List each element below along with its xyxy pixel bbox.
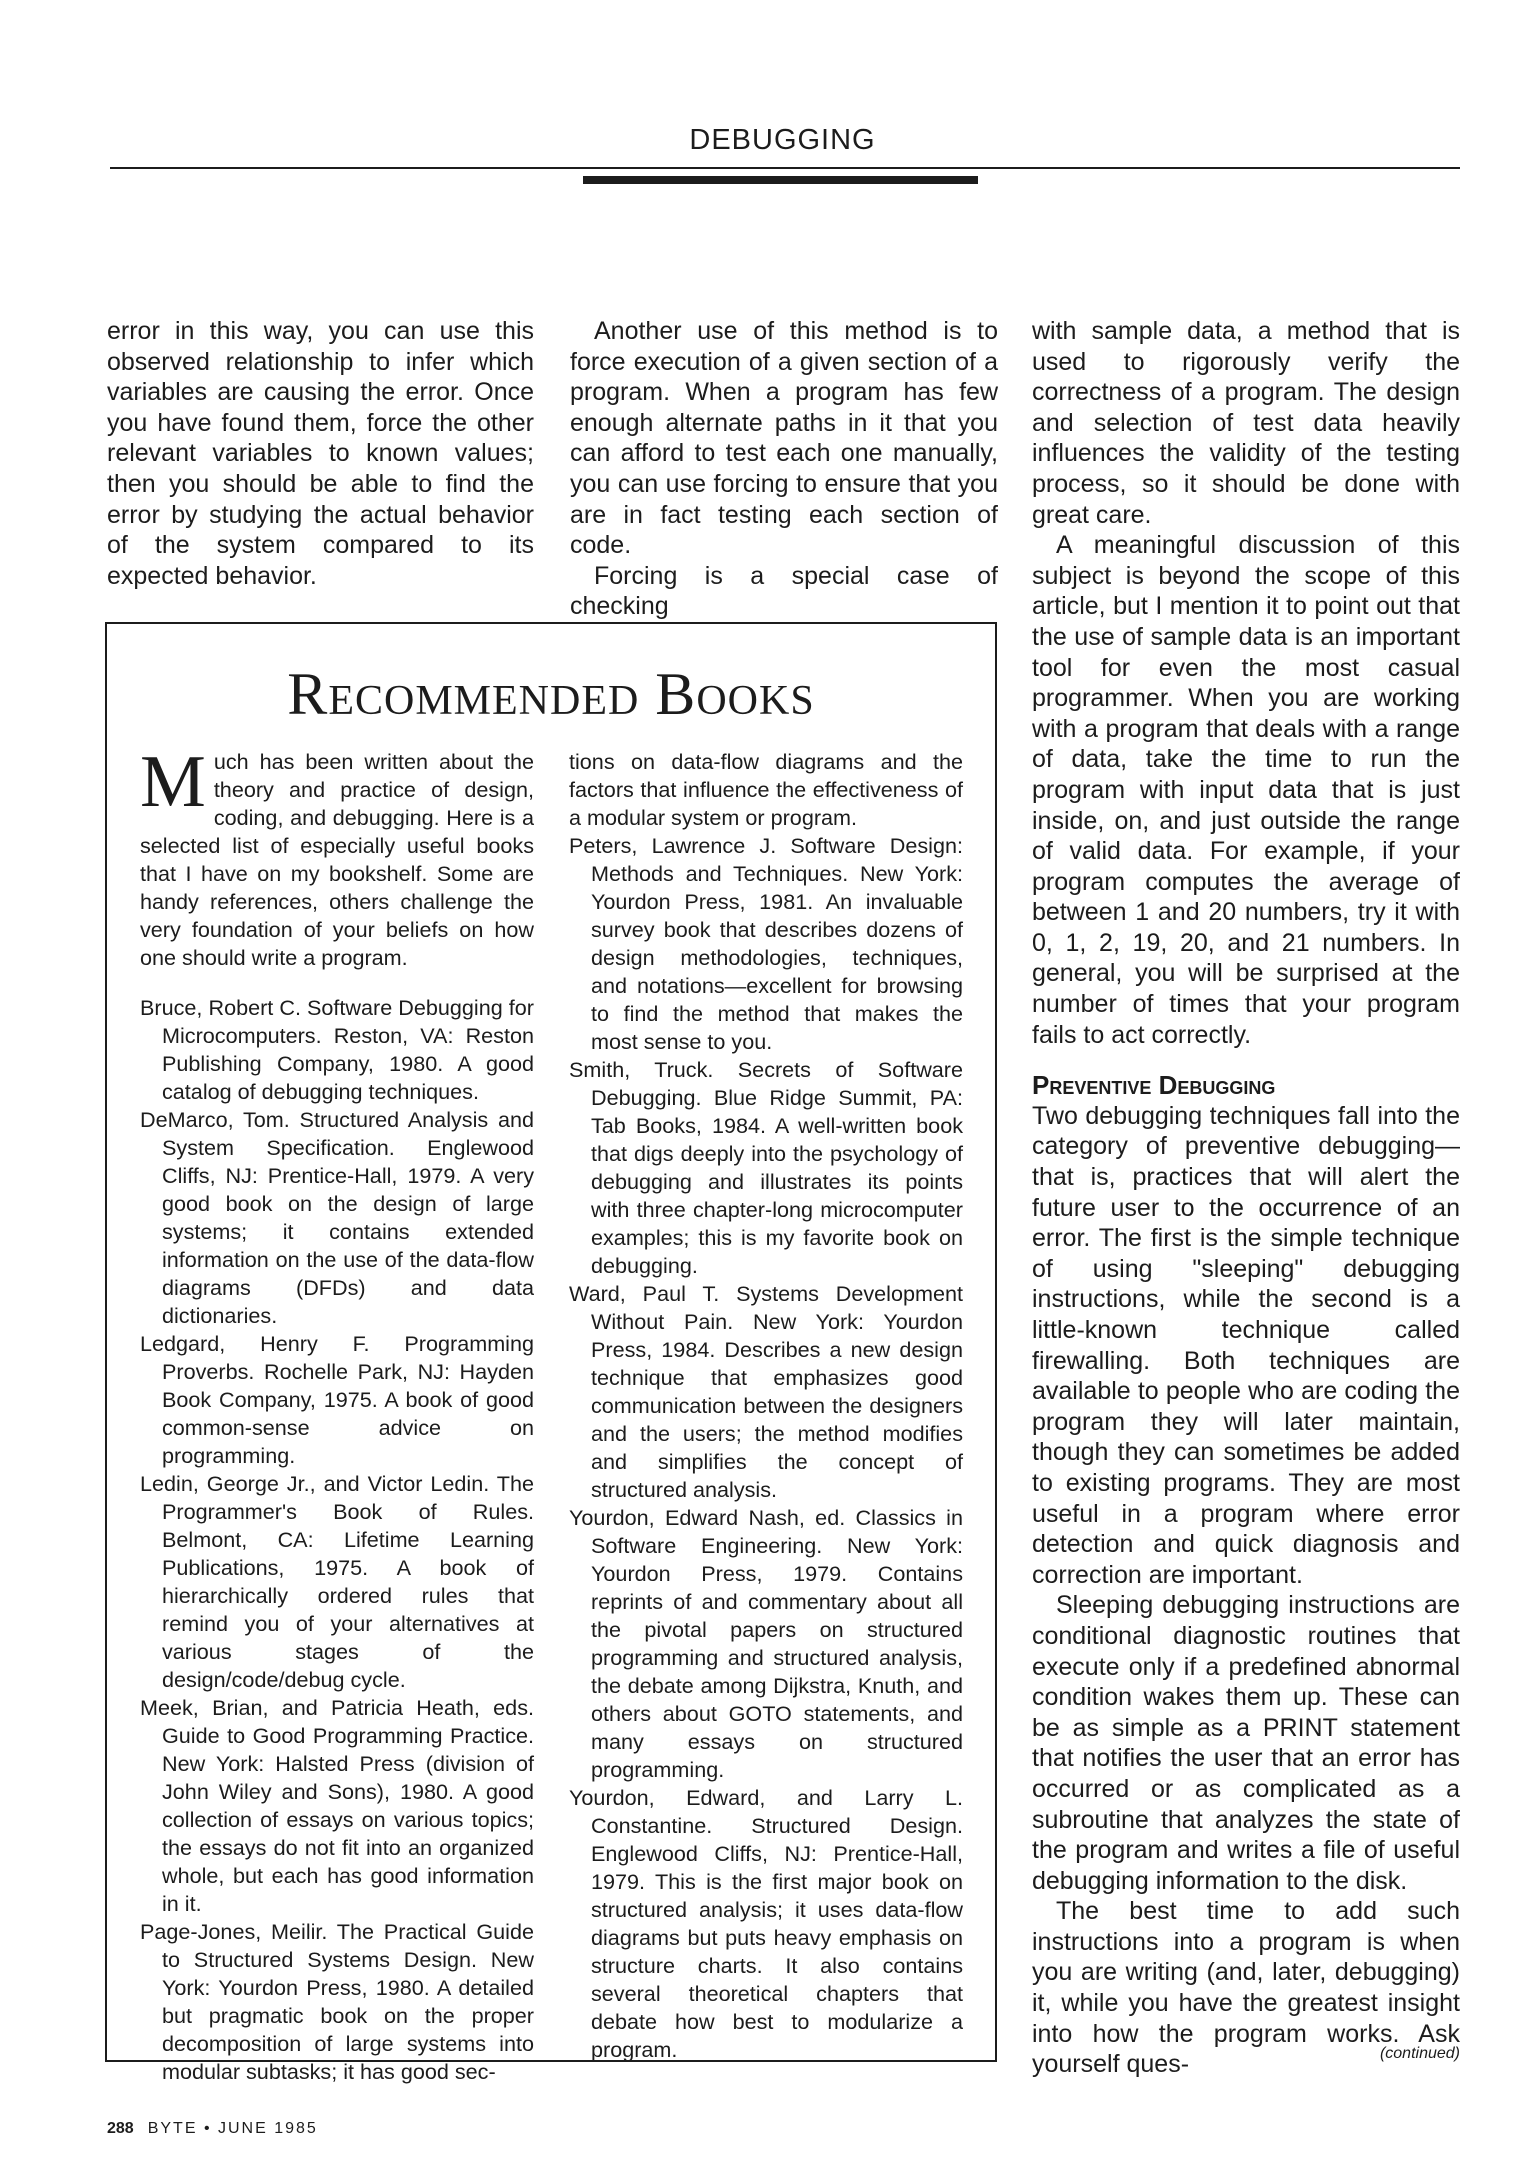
paragraph: Sleeping debugging instructions are conditional diagnostic routines that execute only if a predefined abnormal condition wakes them up. These can be as simple as a PRINT statement that notifies the user that an error has occurred or as complicated as a subroutine that analyzes the state of the program and writes a file of useful debugging information to the disk. (1032, 1591, 1460, 1895)
section-heading: Preventive Debugging (1032, 1070, 1276, 1101)
paragraph: A meaningful discussion of this subject is beyond the scope of this article, but I mention it to point out that the use of sample data is an important tool for even the most casual programmer. When you are working with a program that deals with a range of data, take the time to run the program with input data that is just inside, on, and just outside the range of valid data. For example, if your program computes the average of between 1 and 20 numbers, try it with 0, 1, 2, 19, 20, and 21 numbers. In general, you will be surprised at the number of times that your program fails to act correctly. (1032, 531, 1460, 1049)
page-footer (107, 2120, 318, 2138)
body-column-3 (1032, 316, 1460, 2080)
paragraph: Forcing is a special case of checking (570, 561, 998, 621)
book-entry: Meek, Brian, and Patricia Heath, eds. Guide to Good Programming Practice. New York: Halsted Press (division of John Wiley and Sons), 1980. A good collection of essays on various topics; the essays do not fit into an organized whole, but each has good information in it. (140, 1695, 534, 1916)
book-entry: Ledin, George Jr., and Victor Ledin. The Programmer's Book of Rules. Belmont, CA: Lifetime Learning Publications, 1975. A book of hierarchically ordered rules that remind you of your alternatives at various stages of the design/code/debug cycle. (140, 1471, 534, 1692)
body-column-2 (570, 316, 998, 622)
sidebar-column-1 (140, 741, 534, 2086)
book-entry-continued: tions on data-flow diagrams and the factors that influence the effectiveness of a modular system or program. (569, 749, 963, 830)
header-rule-bar (583, 176, 978, 184)
book-entry: Page-Jones, Meilir. The Practical Guide to Structured Systems Design. New York: Yourdon Press, 1980. A detailed but pragmatic book on the proper decomposition of large systems into modular subtasks; it has good sec- (140, 1919, 534, 2084)
continued-note: (continued) (1379, 2045, 1460, 2062)
book-entry: Ledgard, Henry F. Programming Proverbs. Rochelle Park, NJ: Hayden Book Company, 1975. A book of good common-sense advice on programming. (140, 1331, 534, 1468)
paragraph: Another use of this method is to force execution of a given section of a program. When a program has few enough alternate paths in it that you can afford to test each one manually, you can use forcing to ensure that you are in fact testing each section of code. (570, 317, 998, 560)
drop-cap: M (140, 741, 206, 823)
book-entry: Yourdon, Edward, and Larry L. Constantine. Structured Design. Englewood Cliffs, NJ: Prentice-Hall, 1979. This is the first major book on structured analysis; it uses data-flow diagrams but puts heavy emphasis on structure charts. It also contains several theoretical chapters that debate how best to modularize a program. (569, 1785, 963, 2062)
sidebar-intro (140, 741, 534, 972)
book-entry: Bruce, Robert C. Software Debugging for Microcomputers. Reston, VA: Reston Publishing Company, 1980. A good catalog of debugging techniques. (140, 995, 534, 1104)
intro-text: uch has been written about the theory and practice of design, coding, and debugging. Here is a selected list of especially useful books that I have on my bookshelf. Some are handy references, others challenge the very foundation of your beliefs on how one should write a program. (140, 749, 534, 970)
section-title: DEBUGGING (689, 124, 876, 156)
paragraph: with sample data, a method that is used to rigorously verify the correctness of a program. The design and selection of test data heavily influences the validity of the testing process, so it should be done with great care. (1032, 317, 1460, 529)
book-entry: DeMarco, Tom. Structured Analysis and System Specification. Englewood Cliffs, NJ: Prentice-Hall, 1979. A very good book on the design of large systems; it contains extended information on the use of the data-flow diagrams (DFDs) and data dictionaries. (140, 1107, 534, 1328)
page-number: 288 (107, 2120, 134, 2137)
paragraph: error in this way, you can use this observed relationship to infer which variables are causing the error. Once you have found them, force the other relevant variables to known values; then you should be able to find the error by studying the actual behavior of the system compared to its expected behavior. (107, 317, 534, 590)
sidebar-column-2 (569, 748, 963, 2064)
sidebar-title: Recommended Books (287, 661, 815, 727)
header-rule (110, 167, 1460, 169)
paragraph: Two debugging techniques fall into the category of preventive debugging—that is, practices that will alert the future user to the occurrence of an error. The first is the simple technique of using "sleeping" debugging instructions, while the second is a little-known technique called firewalling. Both techniques are available to people who are coding the program they will later maintain, though they can sometimes be added to existing programs. They are most useful in a program where error detection and quick diagnosis and correction are important. (1032, 1101, 1460, 1589)
book-entry: Ward, Paul T. Systems Development Without Pain. New York: Yourdon Press, 1984. Describes a new design technique that emphasizes good communication between the designers and the users; the method modifies and simplifies the concept of structured analysis. (569, 1281, 963, 1502)
paragraph: The best time to add such instructions into a program is when you are writing (and, later, debugging) it, while you have the greatest insight into how the program works. Ask yourself ques- (1032, 1897, 1460, 2079)
body-column-1 (107, 316, 534, 591)
book-entry: Yourdon, Edward Nash, ed. Classics in Software Engineering. New York: Yourdon Press, 1979. Contains reprints of and commentary about all the pivotal papers on structured programming and structured analysis, the debate among Dijkstra, Knuth, and others about GOTO statements, and many essays on structured programming. (569, 1505, 963, 1782)
book-entry: Smith, Truck. Secrets of Software Debugging. Blue Ridge Summit, PA: Tab Books, 1984. A well-written book that digs deeply into the psychology of debugging and illustrates its points with three chapter-long microcomputer examples; this is my favorite book on debugging. (569, 1057, 963, 1278)
book-entry: Peters, Lawrence J. Software Design: Methods and Techniques. New York: Yourdon Press, 1981. An invaluable survey book that describes dozens of design methodologies, techniques, and notations—excellent for browsing to find the method that makes the most sense to you. (569, 833, 963, 1054)
publication-line: BYTE • JUNE 1985 (147, 2120, 318, 2137)
